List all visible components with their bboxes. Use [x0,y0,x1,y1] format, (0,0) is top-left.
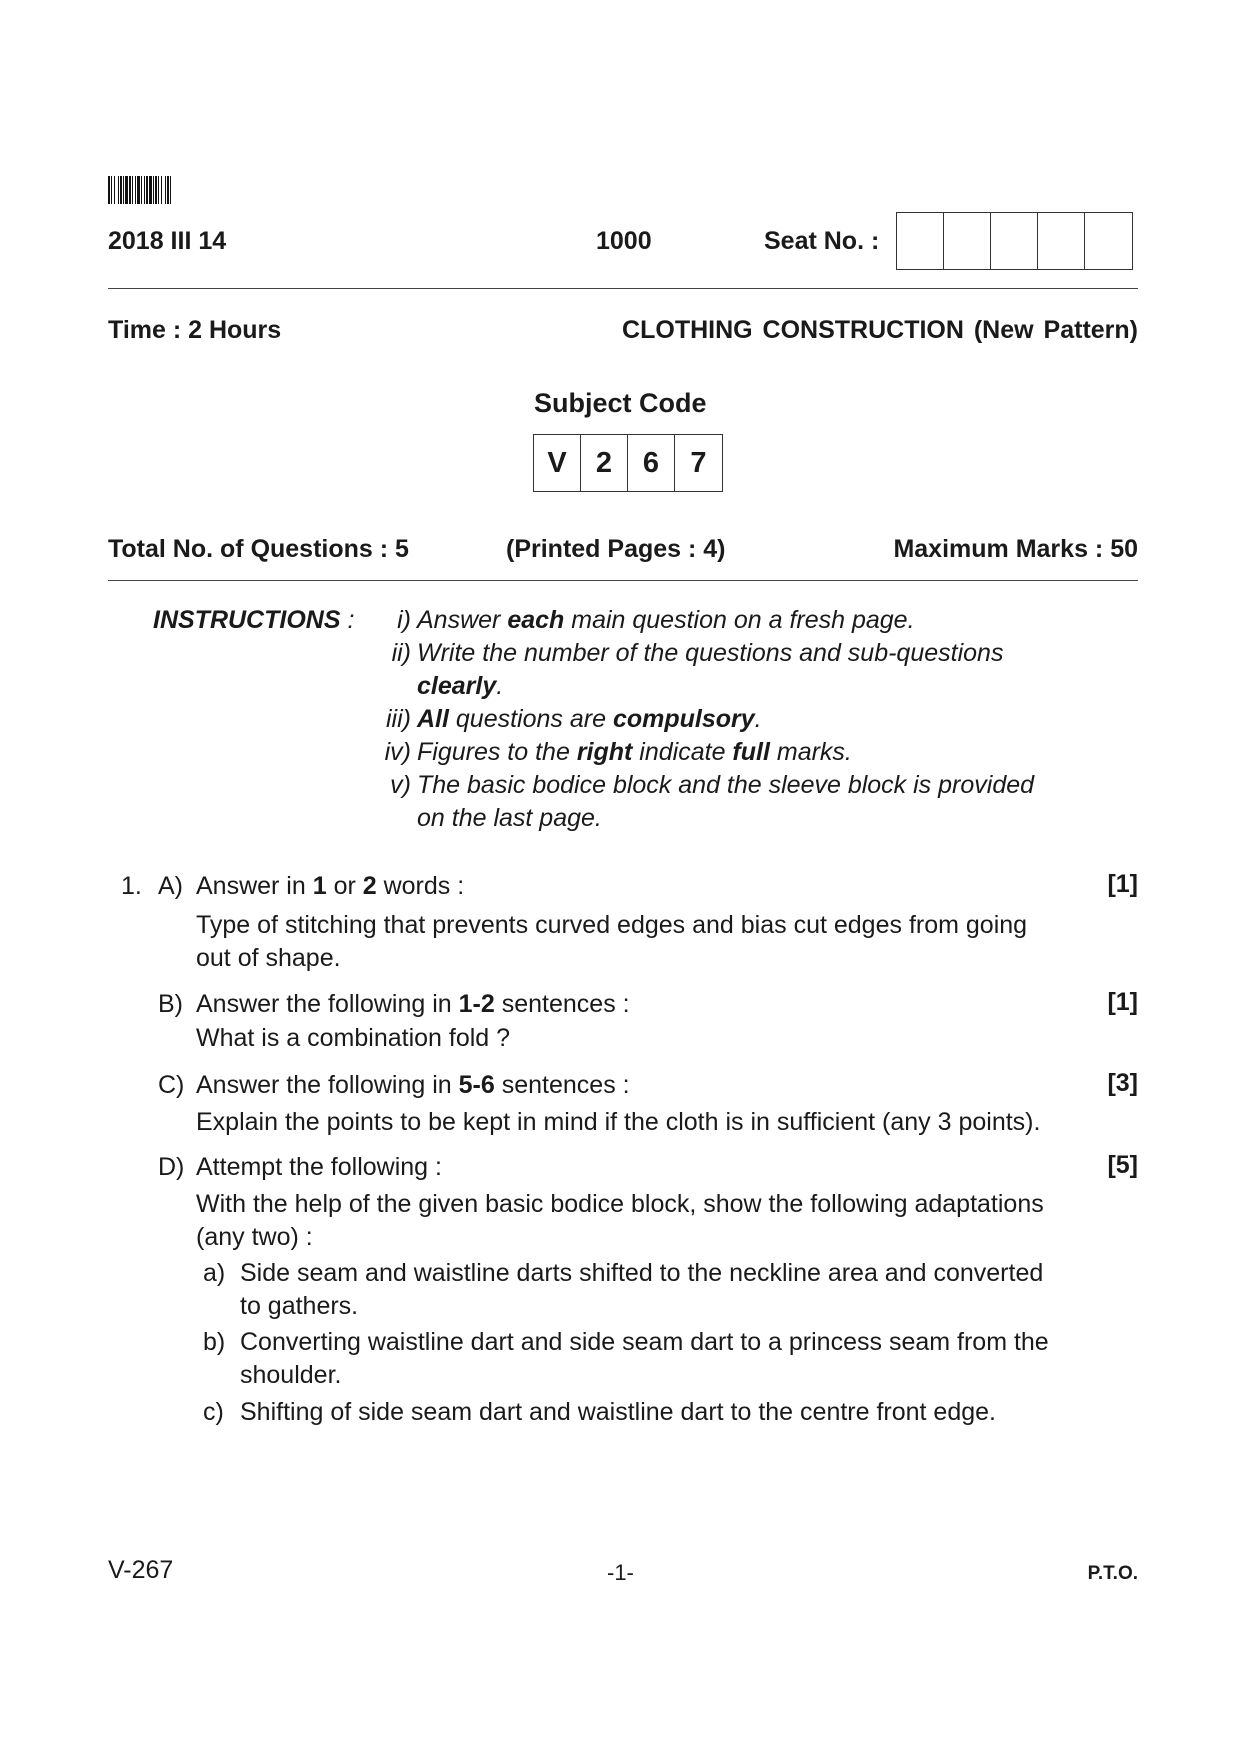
question-text: out of shape. [196,944,341,972]
heading-bold: 1 [312,872,327,900]
question-text: With the help of the given basic bodice block, show the following adaptations [196,1190,1044,1218]
option-text: Shifting of side seam dart and waistline dart to the centre front edge. [240,1398,996,1426]
sub-question-label: D) [158,1153,185,1181]
subject-code-boxes [533,434,723,492]
heading-bold: 5-6 [458,1071,495,1099]
option-label: b) [203,1328,226,1356]
instruction-text: Figures to the [417,738,577,766]
instruction-text: The basic bodice block and the sleeve block is provided [417,771,1035,799]
copies-count: 1000 [596,227,652,255]
paper-code: 2018 III 14 [108,227,227,255]
sub-question-label: A) [158,872,183,900]
header-divider [108,288,1138,289]
instruction-text: Answer [417,606,508,634]
seat-box[interactable] [944,213,991,269]
heading-text: Answer the following in [196,990,459,1018]
instruction-text: on the last page. [417,804,602,832]
instruction-bold: full [732,738,770,766]
option-text: Side seam and waistline darts shifted to the neckline area and converted [240,1259,1044,1287]
question-text: (any two) : [196,1223,313,1251]
instruction-bold: All [417,705,449,733]
subject-code-char: 6 [628,435,675,491]
marks-badge: [1] [1107,870,1138,898]
sub-question-label: C) [158,1071,185,1099]
question-text: Explain the points to be kept in mind if the cloth is in sufficient (any 3 points). [196,1108,1041,1136]
barcode-bar [171,176,173,204]
seat-number-boxes[interactable] [896,212,1133,270]
instruction-text: Write the number of the questions and sub-questions [417,639,1004,667]
seat-label: Seat No. : [764,227,880,255]
seat-box[interactable] [897,213,944,269]
sub-question-label: B) [158,990,183,1018]
subject-code-char: 2 [581,435,628,491]
seat-box[interactable] [991,213,1038,269]
sub-question-heading [196,1069,630,1102]
instruction-text: main question on a fresh page. [564,606,915,634]
printed-pages: (Printed Pages : 4) [506,535,726,563]
instructions-divider [108,580,1138,581]
instruction-num: iv) [384,738,411,766]
option-text: to gathers. [240,1292,359,1320]
total-questions: Total No. of Questions : 5 [108,535,409,563]
heading-text: or [326,872,363,900]
instruction-num: i) [397,606,411,634]
marks-badge: [1] [1107,988,1138,1016]
seat-box[interactable] [1085,213,1132,269]
subject-code-char: V [534,435,581,491]
instruction-num: iii) [386,705,411,733]
marks-badge: [3] [1107,1069,1138,1097]
question-number: 1. [121,872,142,900]
instruction-text: indicate [632,738,733,766]
heading-bold: 2 [362,872,377,900]
heading-text: sentences : [494,990,630,1018]
exam-time: Time : 2 Hours [108,316,282,344]
pto-label: P.T.O. [1087,1563,1138,1584]
instruction-num: ii) [391,639,411,667]
sub-question-heading: Attempt the following : [196,1153,442,1181]
barcode [108,176,250,204]
instructions-label: INSTRUCTIONS : [153,606,355,634]
option-text: shoulder. [240,1361,342,1389]
option-label: a) [203,1259,226,1287]
instruction-text: questions are [448,705,613,733]
question-text: Type of stitching that prevents curved edges and bias cut edges from going [196,911,1028,939]
instruction-bold: right [576,738,633,766]
sub-question-heading [196,870,464,903]
marks-badge: [5] [1107,1151,1138,1179]
instruction-bold: clearly [417,672,497,700]
subject-title: CLOTHING CONSTRUCTION (New Pattern) [622,316,1138,344]
footer-code: V-267 [108,1556,174,1584]
heading-text: Answer in [196,872,313,900]
instruction-bold: each [507,606,565,634]
instructions-list [356,604,1091,844]
seat-box[interactable] [1038,213,1085,269]
option-label: c) [203,1398,224,1426]
heading-text: Answer the following in [196,1071,459,1099]
instruction-bold: compulsory [612,705,755,733]
instruction-num: v) [390,771,411,799]
sub-question-heading [196,988,630,1021]
subject-code-char: 7 [690,447,707,479]
heading-text: sentences : [494,1071,630,1099]
heading-bold: 1-2 [458,990,495,1018]
instructions-label-text: INSTRUCTIONS [153,606,341,634]
heading-text: words : [376,872,465,900]
maximum-marks: Maximum Marks : 50 [893,535,1138,563]
instruction-text: . [754,705,762,733]
option-text: Converting waistline dart and side seam dart to a princess seam from the [240,1328,1049,1356]
question-text: What is a combination fold ? [196,1024,511,1052]
instruction-text: . [496,672,504,700]
subject-code-label: Subject Code [534,388,707,418]
instruction-text: marks. [769,738,852,766]
page-number: -1- [607,1560,634,1585]
